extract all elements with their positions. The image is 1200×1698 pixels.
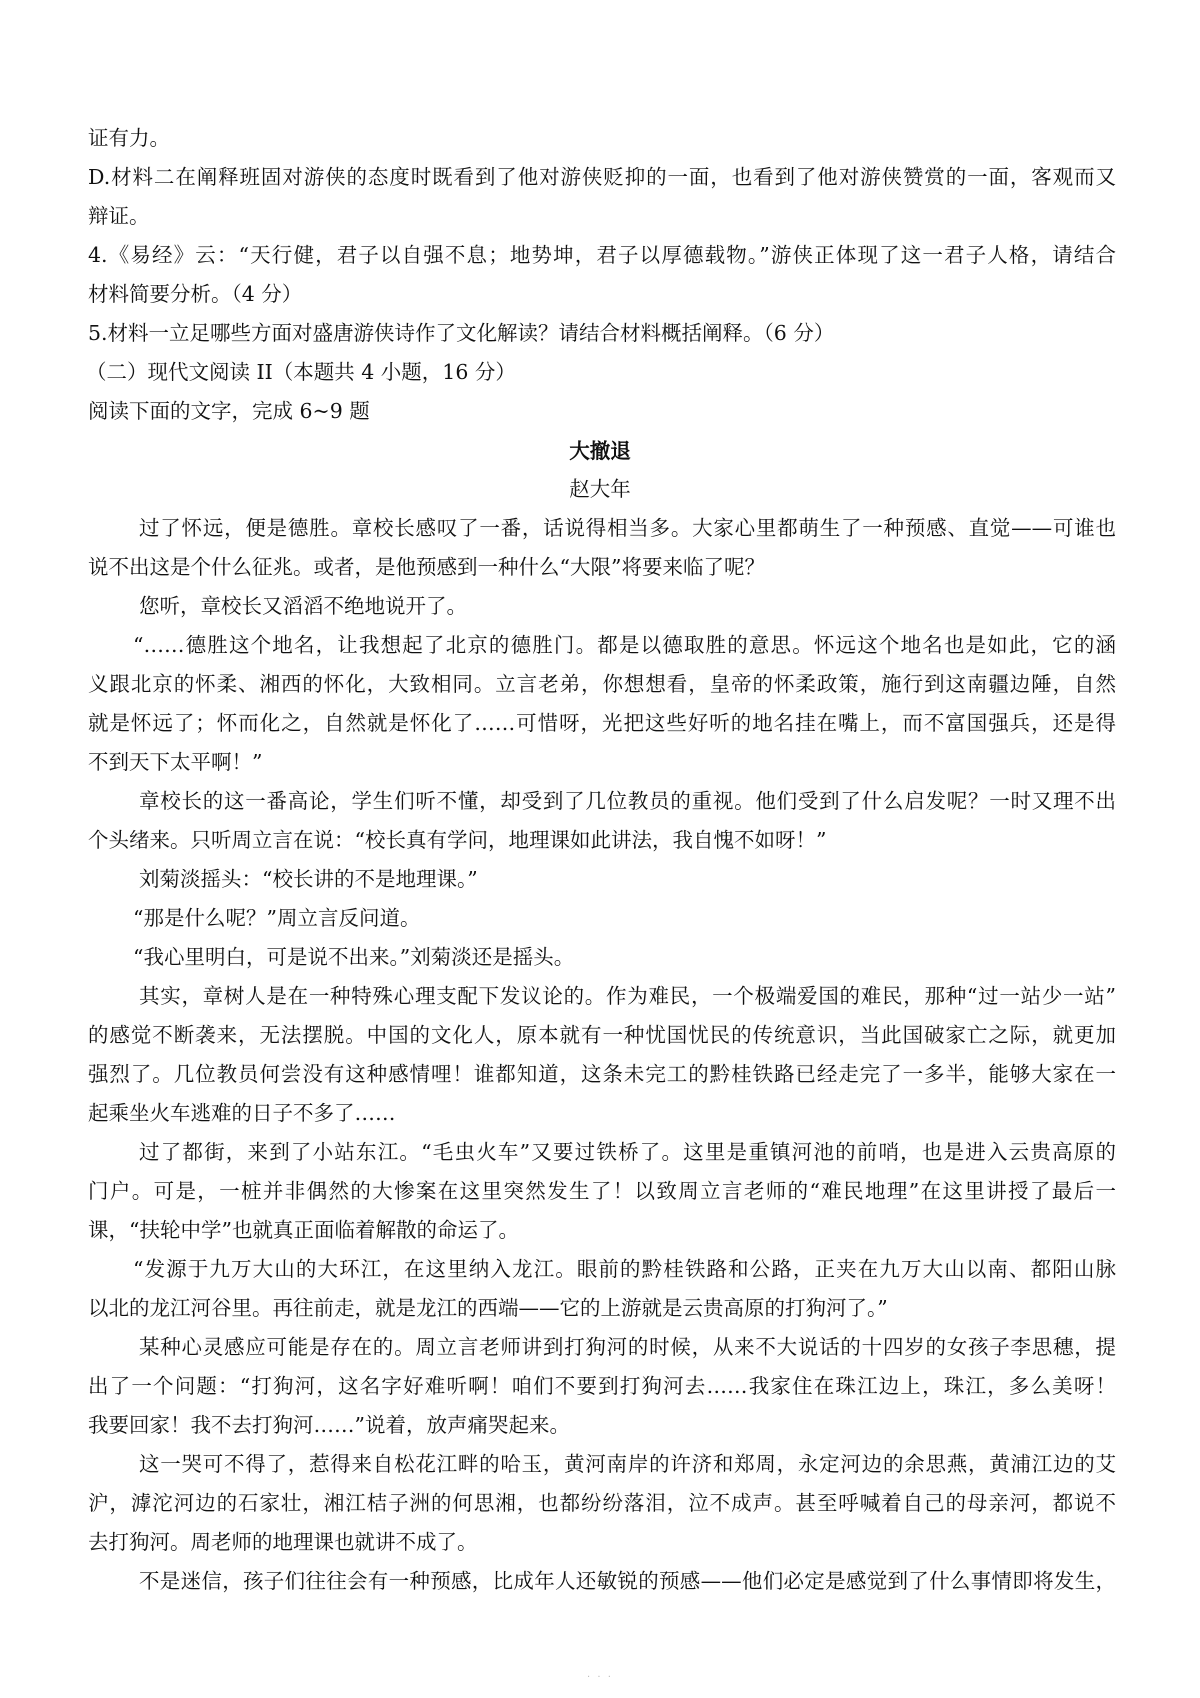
paragraph-line: 刘菊淡摇头：“校长讲的不是地理课。” — [139, 867, 478, 891]
paragraph-line: 说不出这是个什么征兆。或者，是他预感到一种什么“大限”将要来临了呢？ — [88, 555, 765, 579]
paragraph-line: “……德胜这个地名，让我想起了北京的德胜门。都是以德取胜的意思。怀远这个地名也是如此，它的涵 — [133, 633, 1116, 657]
section-heading: （二）现代文阅读 II（本题共 4 小题，16 分） — [86, 360, 516, 384]
paragraph-line: “我心里明白，可是说不出来。”刘菊淡还是摇头。 — [133, 945, 575, 969]
paragraph-line: 的感觉不断袭来，无法摆脱。中国的文化人，原本就有一种忧国忧民的传统意识，当此国破家亡之际，就更加 — [88, 1023, 1116, 1047]
paragraph-line: 过了怀远，便是德胜。章校长感叹了一番，话说得相当多。大家心里都萌生了一种预感、直觉——可谁也 — [139, 516, 1116, 540]
question-4-line: 4.《易经》云：“天行健，君子以自强不息；地势坤，君子以厚德载物。”游侠正体现了这一君子人格，请结合 — [88, 243, 1116, 267]
article-author: 赵大年 — [569, 477, 631, 501]
paragraph-line: 某种心灵感应可能是存在的。周立言老师讲到打狗河的时候，从来不大说话的十四岁的女孩子李思穗，提 — [139, 1335, 1116, 1359]
paragraph-line: “那是什么呢？”周立言反问道。 — [133, 906, 421, 930]
paragraph-line: 起乘坐火车逃难的日子不多了…… — [88, 1101, 396, 1125]
paragraph-line: 就是怀远了；怀而化之，自然就是怀化了……可惜呀，光把这些好听的地名挂在嘴上，而不富国强兵，还是得 — [88, 711, 1116, 735]
text-line: 材料简要分析。（4 分） — [88, 282, 303, 306]
paragraph-line: 门户。可是，一桩并非偶然的大惨案在这里突然发生了！以致周立言老师的“难民地理”在这里讲授了最后一 — [88, 1179, 1116, 1203]
paragraph-line: “发源于九万大山的大环江，在这里纳入龙江。眼前的黔桂铁路和公路，正夹在九万大山以南、都阳山脉 — [133, 1257, 1116, 1281]
page-footer-mark: · · · — [587, 1672, 613, 1683]
article-title: 大撤退 — [569, 439, 631, 463]
reading-instruction: 阅读下面的文字，完成 6~9 题 — [88, 399, 370, 423]
paragraph-line: 章校长的这一番高论，学生们听不懂，却受到了几位教员的重视。他们受到了什么启发呢？一时又理不出 — [139, 789, 1116, 813]
paragraph-line: 沪，滹沱河边的石家壮，湘江桔子洲的何思湘，也都纷纷落泪，泣不成声。甚至呼喊着自己的母亲河，都说不 — [88, 1491, 1116, 1515]
paragraph-line: 不是迷信，孩子们往往会有一种预感，比成年人还敏锐的预感——他们必定是感觉到了什么事情即将发生， — [139, 1569, 1116, 1593]
text-line: 证有力。 — [88, 126, 170, 150]
paragraph-line: 强烈了。几位教员何尝没有这种感情哩！谁都知道，这条未完工的黔桂铁路已经走完了一多半，能够大家在一 — [88, 1062, 1116, 1086]
paragraph-line: 以北的龙江河谷里。再往前走，就是龙江的西端——它的上游就是云贵高原的打狗河了。” — [88, 1296, 888, 1320]
paragraph-line: 去打狗河。周老师的地理课也就讲不成了。 — [88, 1530, 478, 1554]
paragraph-line: 个头绪来。只听周立言在说：“校长真有学问，地理课如此讲法，我自愧不如呀！” — [88, 828, 827, 852]
paragraph-line: 课，“扶轮中学”也就真正面临着解散的命运了。 — [88, 1218, 519, 1242]
paragraph-line: 出了一个问题：“打狗河，这名字好难听啊！咱们不要到打狗河去……我家住在珠江边上，珠江，多么美呀！ — [88, 1374, 1116, 1398]
paragraph-line: 其实，章树人是在一种特殊心理支配下发议论的。作为难民，一个极端爱国的难民，那种“过一站少一站” — [139, 984, 1116, 1008]
option-d-line: D.材料二在阐释班固对游侠的态度时既看到了他对游侠贬抑的一面，也看到了他对游侠赞赏的一面，客观而又 — [88, 165, 1116, 189]
paragraph-line: 义跟北京的怀柔、湘西的怀化，大致相同。立言老弟，你想想看，皇帝的怀柔政策，施行到这南疆边陲，自然 — [88, 672, 1116, 696]
paragraph-line: 我要回家！我不去打狗河……”说着，放声痛哭起来。 — [88, 1413, 570, 1437]
question-5-line: 5.材料一立足哪些方面对盛唐游侠诗作了文化解读？请结合材料概括阐释。（6 分） — [88, 321, 835, 345]
text-line: 辩证。 — [88, 204, 150, 228]
paragraph-line: 这一哭可不得了，惹得来自松花江畔的哈玉，黄河南岸的许济和郑周，永定河边的余思燕，黄浦江边的艾 — [139, 1452, 1116, 1476]
paragraph-line: 不到天下太平啊！” — [88, 750, 263, 774]
paragraph-line: 过了都街，来到了小站东江。“毛虫火车”又要过铁桥了。这里是重镇河池的前哨，也是进入云贵高原的 — [139, 1140, 1116, 1164]
paragraph-line: 您听，章校长又滔滔不绝地说开了。 — [139, 594, 467, 618]
